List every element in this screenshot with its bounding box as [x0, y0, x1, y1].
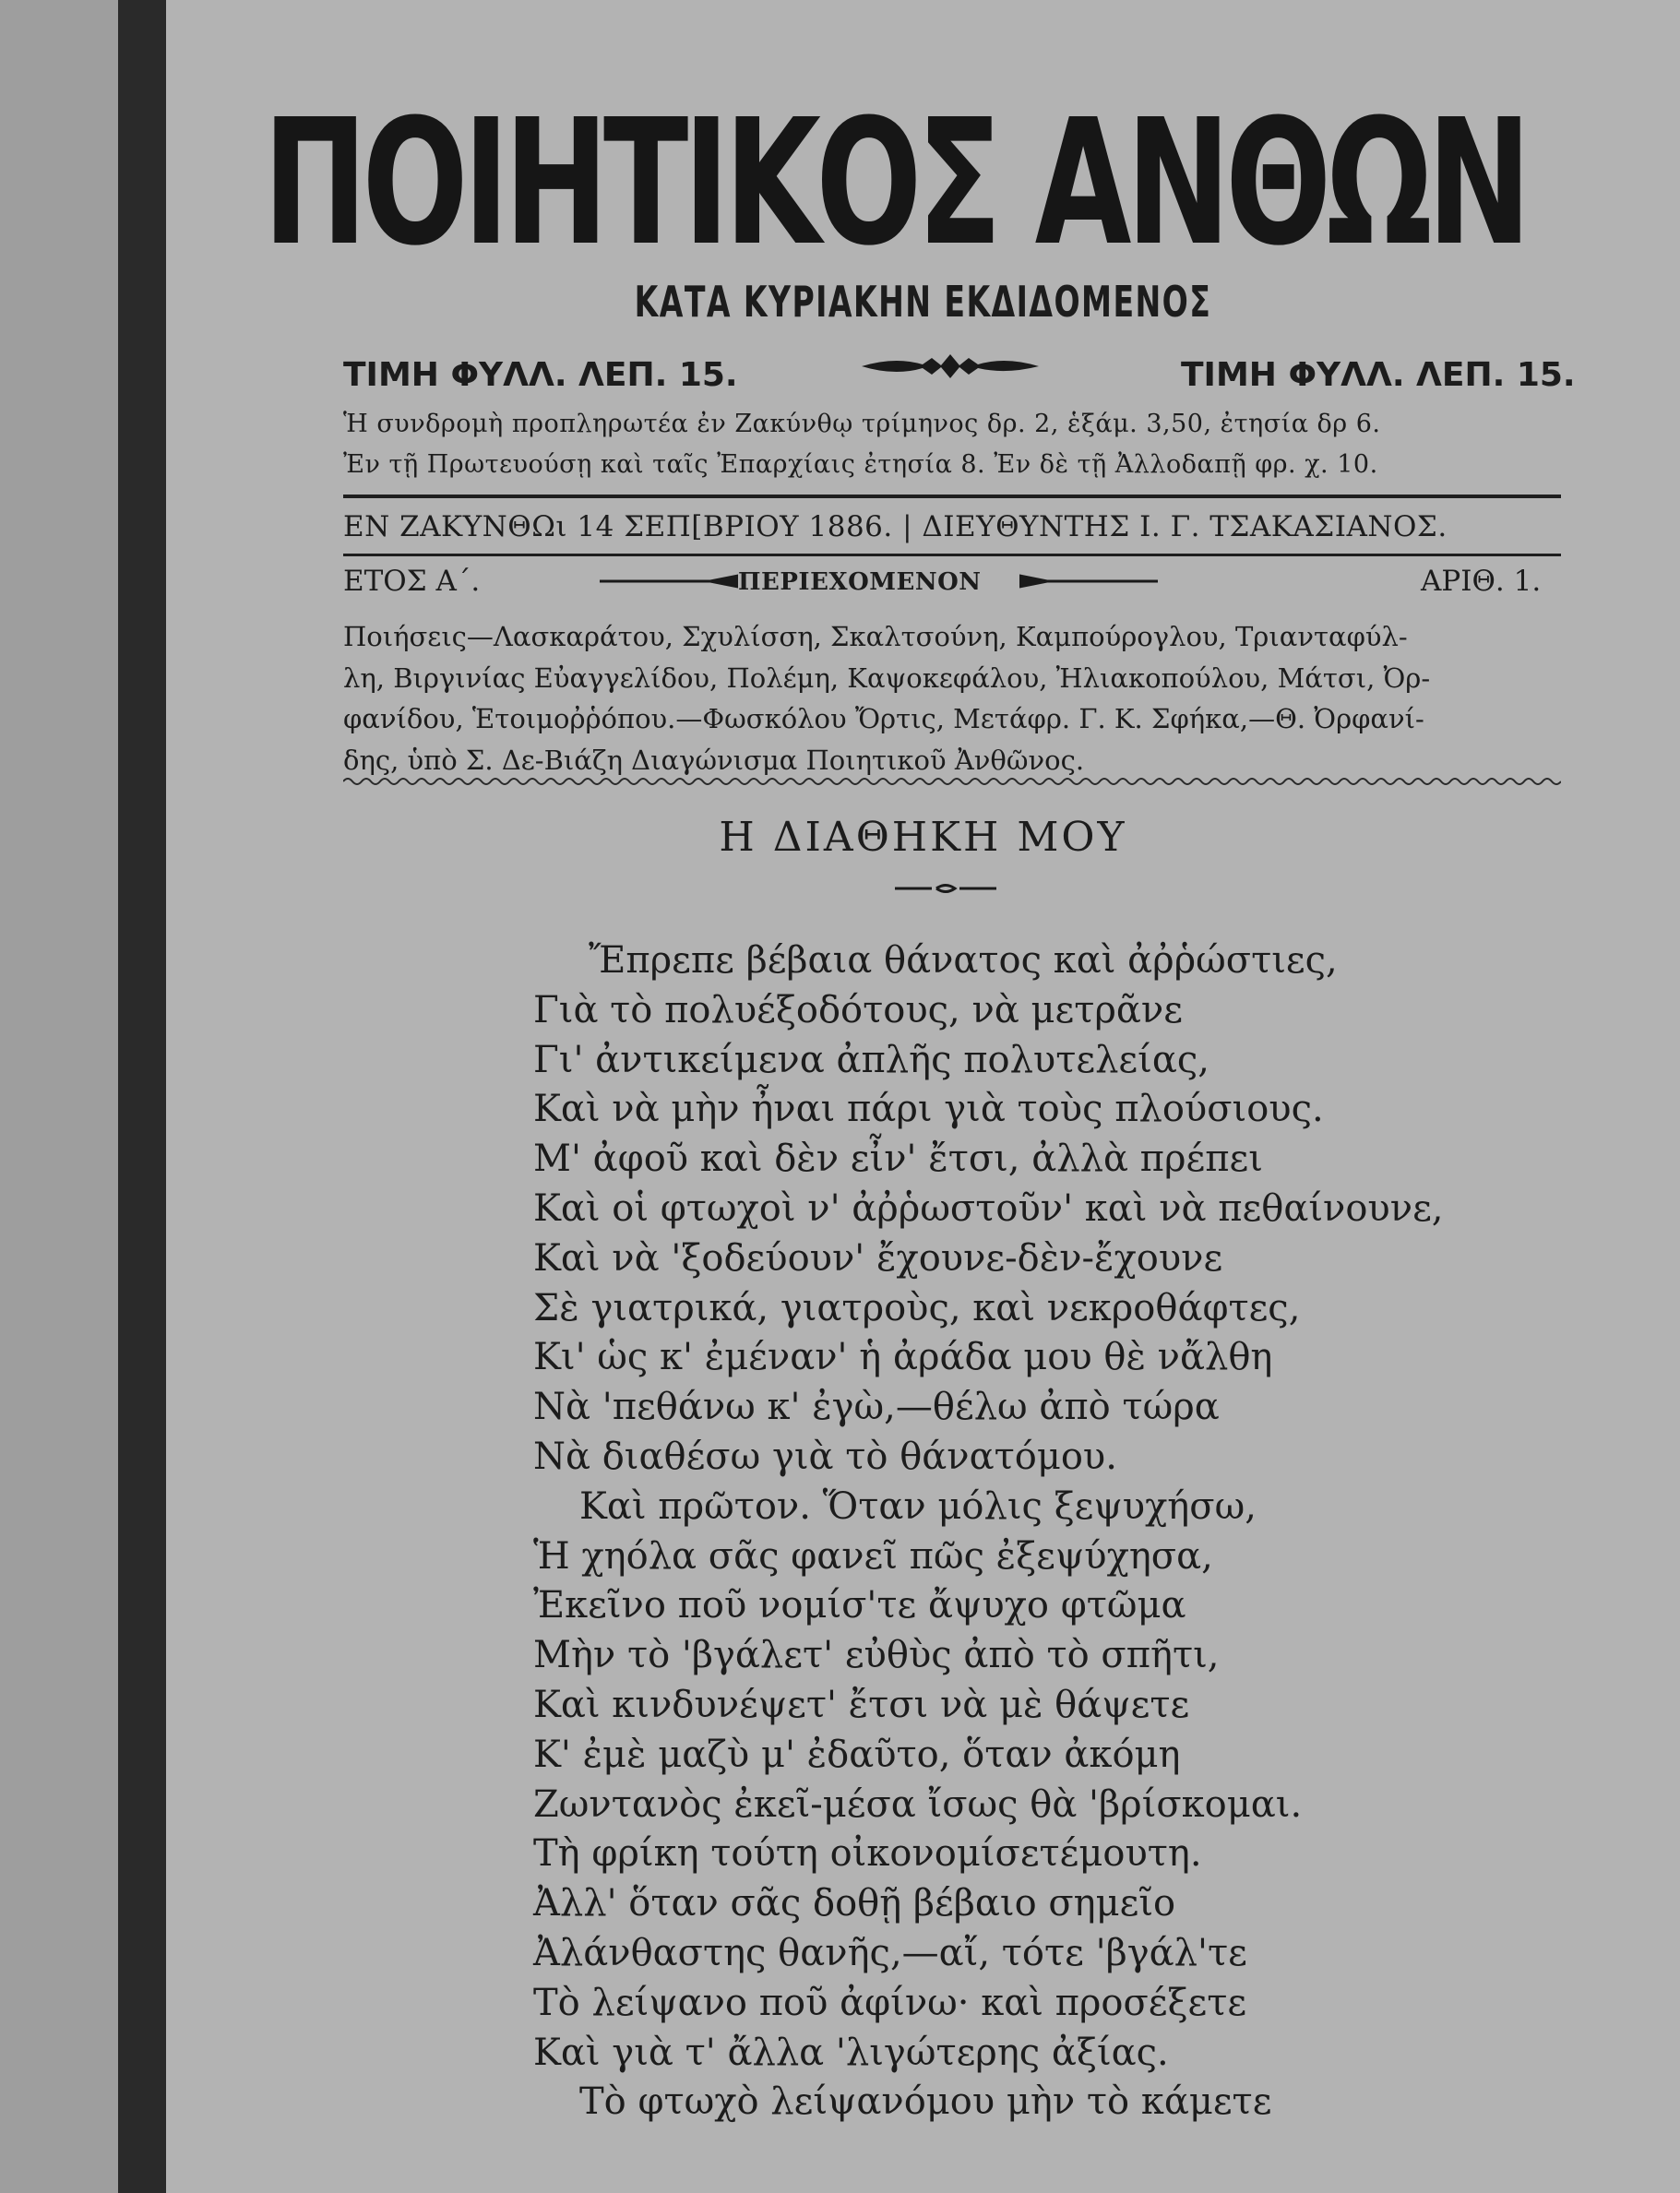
contents-ornament-right — [1019, 572, 1158, 594]
subscription-line-2: Ἐν τῇ Πρωτευούσῃ καὶ ταῖς Ἐπαρχίαις ἐτησία 8. Ἐν δὲ τῇ Ἀλλοδαπῇ φρ. χ. 10. — [343, 450, 1378, 479]
issue-number: ΑΡΙΘ. 1. — [1421, 565, 1542, 598]
contents-line: Ποιήσεις—Λασκαράτου, Σχυλίσση, Σκαλτσούνη, Καμπούρογλου, Τριανταφύλ- — [343, 621, 1408, 652]
poem-line: Ἐκεῖνο ποῦ νομίσ'τε ἄψυχο φτῶμα — [533, 1584, 1186, 1627]
poem-line: Καὶ κινδυνέψετ' ἔτσι νὰ μὲ θάψετε — [533, 1683, 1190, 1726]
poem-line: Ἡ χηόλα σᾶς φανεῖ πῶς ἐξεψύχησα, — [533, 1534, 1213, 1578]
poem-line: Κι' ὡς κ' ἐμέναν' ἡ ἀράδα μου θὲ νἄλθη — [533, 1336, 1273, 1379]
poem-line: Καὶ νὰ 'ξοδεύουν' ἔχουνε-δὲν-ἔχουνε — [533, 1236, 1223, 1280]
wavy-divider — [343, 775, 1561, 788]
ornament-icon — [858, 351, 1043, 390]
poem-line: Μ' ἀφοῦ καὶ δὲν εἶν' ἔτσι, ἀλλὰ πρέπει — [533, 1138, 1263, 1181]
divider-rule — [343, 495, 1561, 498]
dateline: ΕΝ ΖΑΚΥΝΘΩι 14 ΣΕΠ[ΒΡΙΟΥ 1886. | ΔΙΕΥΘΥΝΤΗΣ Ι. Γ. ΤΣΑΚΑΣΙΑΝΟΣ. — [343, 510, 1448, 543]
contents-line: λη, Βιργινίας Εὐαγγελίδου, Πολέμη, Καψοκεφάλου, Ἠλιακοπούλου, Μάτσι, Ὀρ- — [343, 661, 1431, 694]
contents-ornament-left — [600, 572, 738, 594]
poem-line: Γι' ἀντικείμενα ἀπλῆς πολυτελείας, — [533, 1038, 1209, 1081]
poem-line: Ἔπρεπε βέβαια θάνατος καὶ ἀῤῥώστιες, — [589, 939, 1338, 982]
subscription-line-1: Ἡ συνδρομὴ προπληρωτέα ἐν Ζακύνθῳ τρίμηνος δρ. 2, ἑξάμ. 3,50, ἐτησία δρ 6. — [343, 410, 1381, 438]
poem-title: Η ΔΙΑΘΗΚΗ ΜΟΥ — [719, 814, 1127, 861]
background-left — [0, 0, 118, 2193]
issue-year: ΕΤΟΣ Α΄. — [343, 565, 481, 598]
divider-rule — [343, 554, 1561, 556]
poem-body — [533, 936, 1444, 2127]
poem-line: Κ' ἐμὲ μαζὺ μ' ἐδαῦτο, ὅταν ἀκόμη — [533, 1733, 1181, 1776]
title-ornament-icon — [895, 881, 996, 900]
binding-spine — [118, 0, 166, 2193]
poem-line: Μὴν τὸ 'βγάλετ' εὐθὺς ἀπὸ τὸ σπῆτι, — [533, 1634, 1220, 1677]
table-of-contents — [343, 616, 1561, 781]
poem-line: Ζωντανὸς ἐκεῖ-μέσα ἴσως θὰ 'βρίσκομαι. — [533, 1782, 1303, 1826]
poem-line: Τὴ φρίκη τούτη οἰκονομίσετέμουτη. — [533, 1832, 1202, 1876]
poem-line: Νὰ 'πεθάνω κ' ἐγὼ,—θέλω ἀπὸ τώρα — [533, 1386, 1220, 1429]
poem-line: Γιὰ τὸ πολυέξοδότους, νὰ μετρᾶνε — [533, 988, 1183, 1031]
poem-line: Τὸ φτωχὸ λείψανόμου μὴν τὸ κάμετε — [579, 2080, 1272, 2124]
poem-line: Ἀλάνθαστης θανῆς,—αἴ, τότε 'βγάλ'τε — [533, 1931, 1247, 1974]
poem-line: Ἀλλ' ὅταν σᾶς δοθῇ βέβαιο σημεῖο — [533, 1882, 1176, 1925]
price-right: ΤΙΜΗ ΦΥΛΛ. ΛΕΠ. 15. — [1181, 356, 1576, 394]
poem-line: Νὰ διαθέσω γιὰ τὸ θάνατόμου. — [533, 1435, 1117, 1478]
contents-line: δης, ὑπὸ Σ. Δε-Βιάζη Διαγώνισμα Ποιητικοῦ Ἀνθῶνος. — [343, 744, 1085, 776]
price-left: ΤΙΜΗ ΦΥΛΛ. ΛΕΠ. 15. — [343, 356, 738, 394]
contents-line: φανίδου, Ἑτοιμοῤῥόπου.—Φωσκόλου Ὄρτις, Μετάφρ. Γ. Κ. Σφήκα,—Θ. Ὀρφανί- — [343, 703, 1424, 734]
poem-line: Σὲ γιατρικά, γιατροὺς, καὶ νεκροθάφτες, — [533, 1286, 1301, 1329]
poem-line: Καὶ οἱ φτωχοὶ ν' ἀῤῥωστοῦν' καὶ νὰ πεθαίνουνε, — [533, 1186, 1444, 1230]
contents-heading: ΠΕΡΙΕΧΟΜΕΝΟΝ — [738, 568, 982, 596]
poem-line: Καὶ γιὰ τ' ἄλλα 'λιγώτερης ἀξίας. — [533, 2031, 1169, 2074]
poem-line: Τὸ λείψανο ποῦ ἀφίνω· καὶ προσέξετε — [533, 1981, 1247, 2024]
masthead-title: ΠΟΙΗΤΙΚΟΣ ΑΝΘΩΝ — [263, 82, 1527, 284]
poem-line: Καὶ πρῶτον. Ὅταν μόλις ξεψυχήσω, — [579, 1484, 1257, 1528]
poem-line: Καὶ νὰ μὴν ἦναι πάρι γιὰ τοὺς πλούσιους. — [533, 1088, 1324, 1131]
masthead-subtitle: ΚΑΤΑ ΚΥΡΙΑΚΗΝ ΕΚΔΙΔΟΜΕΝΟΣ — [634, 277, 1212, 327]
